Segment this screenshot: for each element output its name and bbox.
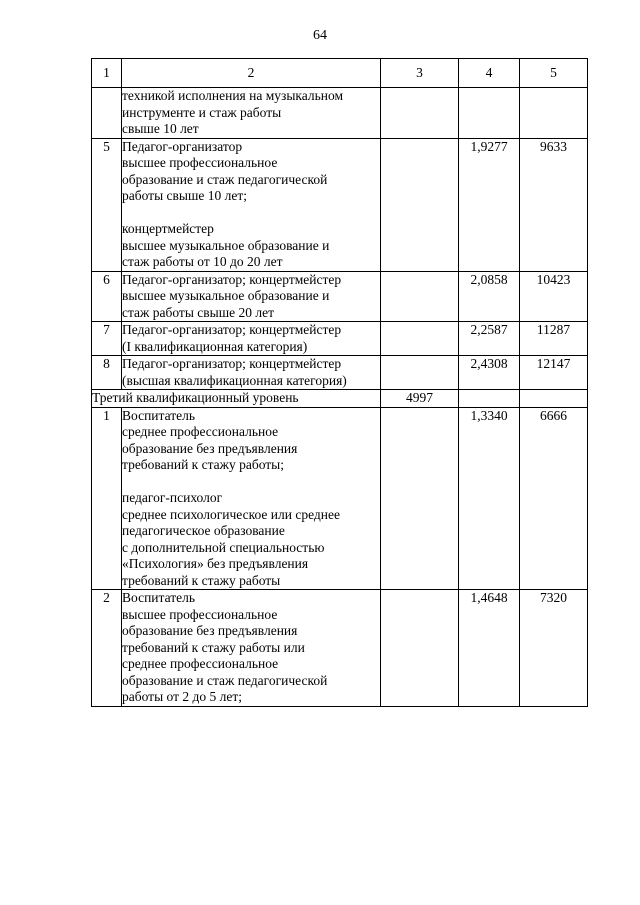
base-salary-cell	[381, 138, 459, 271]
coefficient-cell	[459, 88, 520, 139]
description-line: Воспитатель	[122, 590, 196, 605]
salary-cell	[520, 390, 588, 408]
header-cell: 4	[459, 59, 520, 88]
line-gap	[122, 474, 380, 491]
salary-cell: 10423	[520, 271, 588, 322]
description-line: образование без предъявления	[122, 623, 298, 638]
row-number: 6	[92, 271, 122, 322]
coefficient-cell: 2,4308	[459, 356, 520, 390]
header-cell: 2	[122, 59, 381, 88]
description-line: техникой исполнения на музыкальном	[122, 88, 344, 103]
description-line: Педагог-организатор; концертмейстер	[122, 356, 342, 371]
table-row	[92, 407, 588, 590]
header-cell: 1	[92, 59, 122, 88]
row-number	[92, 88, 122, 139]
description-line: концертмейстер	[122, 221, 214, 236]
description-line: требований к стажу работы;	[122, 457, 284, 472]
base-salary-cell	[381, 271, 459, 322]
salary-cell: 6666	[520, 407, 588, 590]
description-line: педагогическое образование	[122, 523, 285, 538]
qualification-level-label: Третий квалификационный уровень	[92, 390, 381, 408]
description-line: Воспитатель	[122, 407, 196, 423]
coefficient-cell: 2,0858	[459, 271, 520, 322]
description-line: требований к стажу работы	[122, 572, 281, 588]
position-description	[122, 271, 381, 322]
salary-cell: 9633	[520, 138, 588, 271]
description-line: работы от 2 до 5 лет;	[122, 689, 242, 704]
description-line: образование и стаж педагогической	[122, 672, 328, 688]
description-line: среднее психологическое или среднее	[122, 506, 340, 522]
description-line: Педагог-организатор	[122, 138, 243, 154]
table-row	[92, 590, 588, 707]
coefficient-cell: 1,4648	[459, 590, 520, 707]
row-number: 2	[92, 590, 122, 707]
table-row	[92, 322, 588, 356]
description-line: инструменте и стаж работы	[122, 104, 282, 120]
table-header-row	[92, 59, 588, 88]
salary-cell: 11287	[520, 322, 588, 356]
description-line: стаж работы от 10 до 20 лет	[122, 254, 283, 269]
row-number: 7	[92, 322, 122, 356]
position-description	[122, 407, 381, 590]
description-line: высшее профессиональное	[122, 606, 278, 622]
row-number: 5	[92, 138, 122, 271]
position-description	[122, 356, 381, 390]
position-description	[122, 322, 381, 356]
description-line: (высшая квалификационная категория)	[122, 372, 347, 388]
table-row	[92, 271, 588, 322]
description-line: с дополнительной специальностью	[122, 539, 325, 555]
base-salary-cell	[381, 590, 459, 707]
description-line: образование без предъявления	[122, 440, 298, 456]
description-line: требований к стажу работы или	[122, 639, 305, 655]
base-salary-cell	[381, 356, 459, 390]
qualification-level-row	[92, 390, 588, 408]
line-gap	[122, 205, 380, 222]
base-salary-cell	[381, 322, 459, 356]
salary-cell: 7320	[520, 590, 588, 707]
header-cell: 5	[520, 59, 588, 88]
description-line: работы свыше 10 лет;	[122, 188, 247, 203]
description-line: (I квалификационная категория)	[122, 338, 308, 354]
salary-cell	[520, 88, 588, 139]
header-cell: 3	[381, 59, 459, 88]
description-line: стаж работы свыше 20 лет	[122, 304, 274, 320]
coefficient-cell	[459, 390, 520, 408]
description-line: Педагог-организатор; концертмейстер	[122, 322, 342, 337]
position-description	[122, 88, 381, 139]
coefficient-cell: 1,3340	[459, 407, 520, 590]
table-row	[92, 356, 588, 390]
description-line: Педагог-организатор; концертмейстер	[122, 271, 342, 287]
description-line: высшее музыкальное образование и	[122, 237, 330, 253]
position-description	[122, 138, 381, 271]
description-line: высшее музыкальное образование и	[122, 288, 330, 303]
table-row	[92, 88, 588, 139]
position-description	[122, 590, 381, 707]
base-salary-cell: 4997	[381, 390, 459, 408]
description-line: педагог-психолог	[122, 490, 223, 505]
salary-cell: 12147	[520, 356, 588, 390]
table-row	[92, 138, 588, 271]
coefficient-cell: 1,9277	[459, 138, 520, 271]
coefficient-cell: 2,2587	[459, 322, 520, 356]
row-number: 1	[92, 407, 122, 590]
description-line: среднее профессиональное	[122, 656, 279, 671]
description-line: «Психология» без предъявления	[122, 556, 309, 571]
description-line: свыше 10 лет	[122, 121, 199, 136]
description-line: среднее профессиональное	[122, 424, 279, 439]
description-line: высшее профессиональное	[122, 155, 278, 170]
row-number: 8	[92, 356, 122, 390]
page-number: 64	[313, 28, 327, 43]
salary-table	[91, 58, 588, 707]
base-salary-cell	[381, 407, 459, 590]
base-salary-cell	[381, 88, 459, 139]
description-line: образование и стаж педагогической	[122, 171, 328, 187]
